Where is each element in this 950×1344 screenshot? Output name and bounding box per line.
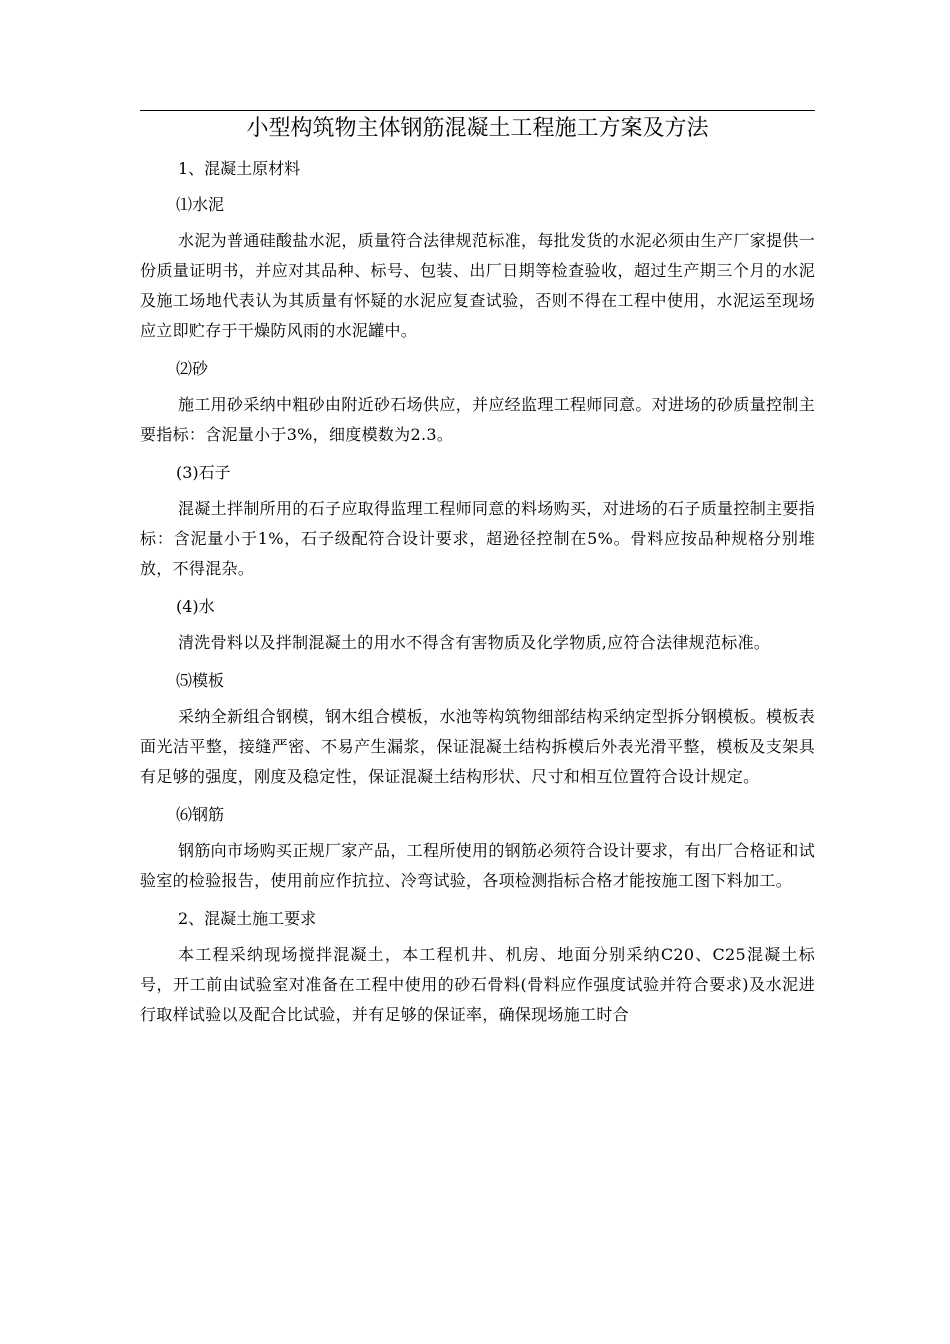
document-body — [140, 154, 815, 1030]
paragraph-water: 清洗骨料以及拌制混凝土的用水不得含有害物质及化学物质,应符合法律规范标准。 — [178, 633, 771, 652]
paragraph-gravel: 混凝土拌制所用的石子应取得监理工程师同意的料场购买，对进场的石子质量控制主要指标：含泥量小于1%，石子级配符合设计要求，超逊径控制在5%。骨料应按品种规格分别堆放，不得混杂。 — [140, 499, 815, 578]
subsection-heading-gravel: (3)石子 — [176, 463, 231, 482]
subsection-heading-water: (4)水 — [176, 597, 215, 616]
paragraph-formwork: 采纳全新组合钢模，钢木组合模板，水池等构筑物细部结构采纳定型拆分钢模板。模板表面光洁平整，接缝严密、不易产生漏浆，保证混凝土结构拆模后外表光滑平整，模板及支架具有足够的强度，刚度及稳定性，保证混凝土结构形状、尺寸和相互位置符合设计规定。 — [140, 707, 815, 786]
section-heading-construction-requirements: 2、混凝土施工要求 — [178, 909, 317, 928]
section-heading-raw-materials: 1、混凝土原材料 — [178, 159, 301, 178]
header-rule — [140, 110, 815, 111]
document-title: 小型构筑物主体钢筋混凝土工程施工方案及方法 — [246, 116, 709, 141]
subsection-heading-sand: ⑵砂 — [176, 359, 209, 378]
subsection-heading-rebar: ⑹钢筋 — [176, 805, 225, 824]
subsection-heading-formwork: ⑸模板 — [176, 671, 225, 690]
paragraph-cement: 水泥为普通硅酸盐水泥，质量符合法律规范标准，每批发货的水泥必须由生产厂家提供一份质量证明书，并应对其品种、标号、包装、出厂日期等检查验收，超过生产期三个月的水泥及施工场地代表认为其质量有怀疑的水泥应复查试验，否则不得在工程中使用，水泥运至现场应立即贮存于干燥防风雨的水泥罐中。 — [140, 231, 815, 340]
paragraph-construction-requirements: 本工程采纳现场搅拌混凝土，本工程机井、机房、地面分别采纳C20、C25混凝土标号，开工前由试验室对准备在工程中使用的砂石骨料(骨料应作强度试验并符合要求)及水泥进行取样试验以及配合比试验，并有足够的保证率，确保现场施工时合 — [140, 945, 815, 1024]
paragraph-sand: 施工用砂采纳中粗砂由附近砂石场供应，并应经监理工程师同意。对进场的砂质量控制主要指标：含泥量小于3%，细度模数为2.3。 — [140, 395, 815, 444]
paragraph-rebar: 钢筋向市场购买正规厂家产品，工程所使用的钢筋必须符合设计要求，有出厂合格证和试验室的检验报告，使用前应作抗拉、冷弯试验，各项检测指标合格才能按施工图下料加工。 — [140, 841, 815, 890]
subsection-heading-cement: ⑴水泥 — [176, 195, 225, 214]
